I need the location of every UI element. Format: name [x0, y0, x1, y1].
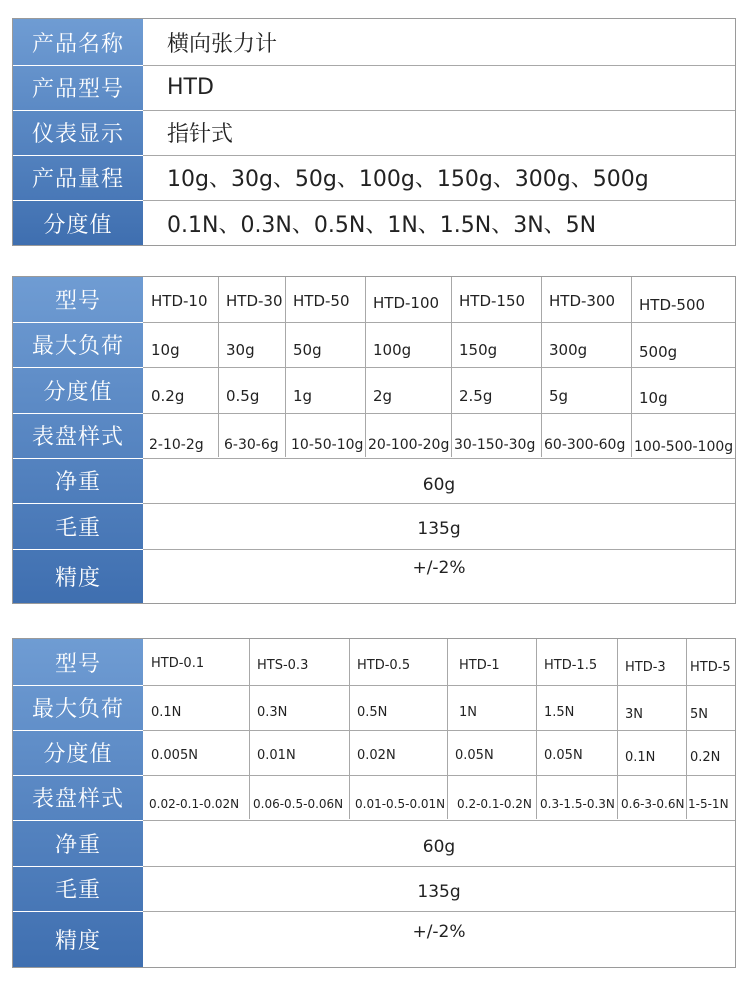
newton-model-4: HTD-1 — [459, 658, 500, 673]
newton-table-header-column — [13, 639, 143, 967]
newton-label-model: 型号 — [54, 651, 101, 677]
spec-value-range: 10g、30g、50g、100g、150g、300g、500g — [167, 167, 649, 192]
gram-dial-7: 100-500-100g — [634, 439, 734, 455]
newton-dial-1: 0.02-0.1-0.02N — [149, 797, 240, 811]
spec-label-display: 仪表显示 — [31, 122, 124, 147]
newton-model-6: HTD-3 — [625, 660, 666, 675]
spec-label-division: 分度值 — [43, 212, 113, 238]
gram-division-1: 0.2g — [151, 387, 185, 405]
spec-value-model: HTD — [167, 75, 214, 100]
newton-label-max-load: 最大负荷 — [31, 697, 124, 722]
spec-label-range: 产品量程 — [31, 167, 124, 192]
spec-label-model: 产品型号 — [31, 77, 124, 102]
spec-label-name: 产品名称 — [31, 31, 124, 57]
newton-division-1: 0.005N — [151, 748, 198, 763]
newton-max-load-1: 0.1N — [151, 705, 182, 720]
newton-max-load-7: 5N — [690, 707, 708, 722]
newton-model-1: HTD-0.1 — [151, 656, 205, 671]
newton-dial-3: 0.01-0.5-0.01N — [355, 797, 446, 811]
newton-label-accuracy: 精度 — [54, 929, 101, 954]
newton-model-table — [12, 638, 736, 968]
newton-max-load-2: 0.3N — [257, 705, 288, 720]
gram-model-2: HTD-30 — [226, 292, 283, 310]
newton-division-6: 0.1N — [625, 750, 656, 765]
newton-dial-5: 0.3-1.5-0.3N — [540, 797, 615, 811]
newton-division-2: 0.01N — [257, 748, 296, 763]
gram-dial-4: 20-100-20g — [368, 437, 450, 453]
gram-division-6: 5g — [549, 387, 569, 405]
gram-division-5: 2.5g — [459, 387, 493, 405]
newton-dial-2: 0.06-0.5-0.06N — [253, 797, 344, 811]
newton-accuracy-value: +/-2% — [412, 921, 466, 942]
newton-division-4: 0.05N — [455, 748, 494, 763]
newton-model-3: HTD-0.5 — [357, 658, 411, 673]
newton-division-7: 0.2N — [690, 750, 721, 765]
gram-max-load-4: 100g — [373, 341, 412, 359]
newton-gross-weight-value: 135g — [417, 881, 461, 902]
gram-dial-6: 60-300-60g — [544, 437, 626, 453]
newton-dial-6: 0.6-3-0.6N — [621, 797, 685, 811]
gram-max-load-1: 10g — [151, 341, 180, 359]
gram-model-6: HTD-300 — [549, 292, 616, 310]
gram-dial-3: 10-50-10g — [291, 437, 364, 453]
newton-division-3: 0.02N — [357, 748, 396, 763]
spec-value-name: 横向张力计 — [167, 31, 278, 57]
gram-model-4: HTD-100 — [373, 294, 440, 312]
gram-label-net-weight: 净重 — [54, 470, 101, 495]
newton-net-weight-value: 60g — [422, 837, 456, 857]
gram-model-1: HTD-10 — [151, 292, 208, 310]
gram-model-7: HTD-500 — [639, 296, 706, 314]
gram-net-weight-value: 60g — [422, 474, 456, 495]
gram-max-load-2: 30g — [226, 341, 255, 359]
newton-max-load-6: 3N — [625, 707, 643, 722]
gram-label-model: 型号 — [54, 289, 101, 314]
gram-division-3: 1g — [293, 387, 313, 405]
gram-division-7: 10g — [639, 389, 668, 407]
gram-max-load-3: 50g — [293, 341, 322, 359]
newton-model-5: HTD-1.5 — [544, 658, 598, 673]
gram-model-5: HTD-150 — [459, 292, 526, 310]
newton-max-load-5: 1.5N — [544, 705, 575, 720]
newton-max-load-3: 0.5N — [357, 705, 388, 720]
newton-dial-7: 1-5-1N — [688, 797, 729, 811]
gram-model-table — [12, 276, 736, 604]
gram-dial-2: 6-30-6g — [224, 437, 279, 453]
gram-gross-weight-value: 135g — [417, 519, 461, 539]
spec-table-header-column — [13, 19, 143, 245]
gram-max-load-6: 300g — [549, 341, 588, 359]
gram-max-load-5: 150g — [459, 341, 498, 359]
newton-label-gross-weight: 毛重 — [54, 878, 101, 903]
gram-label-dial: 表盘样式 — [31, 425, 124, 450]
newton-model-2: HTS-0.3 — [257, 658, 309, 673]
gram-accuracy-value: +/-2% — [412, 557, 466, 578]
spec-value-display: 指针式 — [167, 122, 234, 147]
gram-label-gross-weight: 毛重 — [54, 515, 101, 541]
newton-division-5: 0.05N — [544, 748, 583, 763]
gram-model-3: HTD-50 — [293, 292, 350, 310]
newton-dial-4: 0.2-0.1-0.2N — [457, 797, 532, 811]
gram-table-header-column — [13, 277, 143, 603]
gram-label-max-load: 最大负荷 — [31, 334, 124, 359]
newton-max-load-4: 1N — [459, 705, 477, 720]
newton-label-division: 分度值 — [43, 742, 113, 767]
gram-label-division: 分度值 — [43, 379, 113, 405]
newton-model-7: HTD-5 — [690, 660, 731, 675]
gram-division-2: 0.5g — [226, 387, 260, 405]
newton-label-dial: 表盘样式 — [31, 787, 124, 812]
newton-label-net-weight: 净重 — [54, 832, 101, 858]
spec-value-division: 0.1N、0.3N、0.5N、1N、1.5N、3N、5N — [167, 212, 597, 238]
gram-division-4: 2g — [373, 387, 393, 405]
gram-max-load-7: 500g — [639, 343, 678, 361]
gram-dial-1: 2-10-2g — [149, 437, 204, 453]
gram-label-accuracy: 精度 — [54, 566, 101, 591]
gram-dial-5: 30-150-30g — [454, 437, 536, 453]
spec-table — [12, 18, 736, 246]
